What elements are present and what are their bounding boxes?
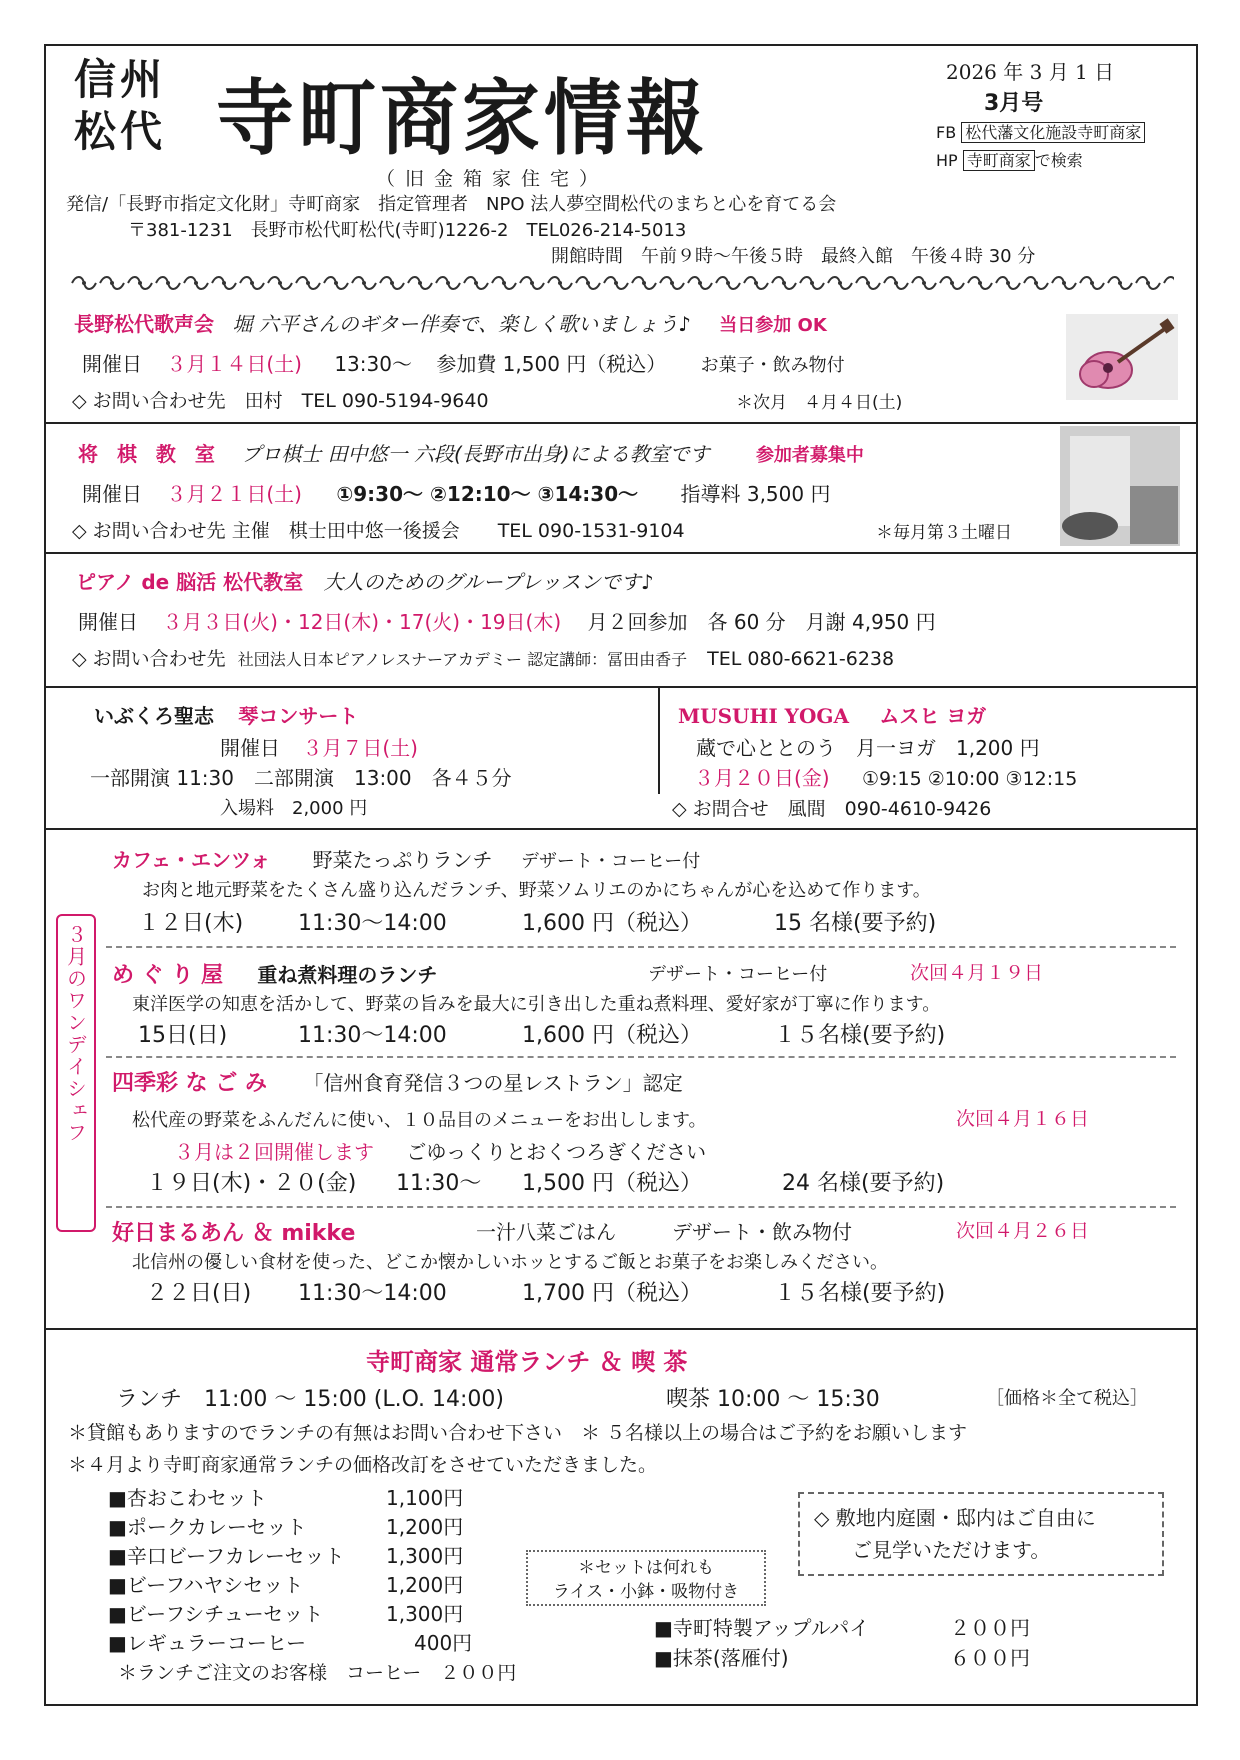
yoga-kana: ムスヒ ヨガ <box>879 704 987 728</box>
yoga-contact: ◇ お問合せ 風間 090-4610-9426 <box>672 798 992 820</box>
fb-value: 松代藩文化施設寺町商家 <box>961 122 1145 143</box>
chef-2-date: 15日(日) <box>138 1023 228 1048</box>
chef-3-price: 1,500 円（税込） <box>522 1171 702 1196</box>
yoga-date: ３月２０日(金) <box>694 766 830 790</box>
piano-contact-tel: TEL 080-6621-6238 <box>707 648 895 670</box>
chef-divider-2 <box>106 1056 1176 1058</box>
menu-item-name: ■レギュラーコーヒー <box>108 1631 307 1655</box>
chef-3-desc: 松代産の野菜をふんだんに使い、１０品目のメニューをお出しします。 <box>132 1110 707 1131</box>
chef-1-date: １２日(木) <box>138 911 244 936</box>
shogi-desc: プロ棋士 田中悠一 六段(長野市出身)による教室です <box>241 442 710 466</box>
chef-4-heading <box>112 1216 1172 1247</box>
koto-heading <box>94 700 358 729</box>
koto-date-row <box>220 732 418 761</box>
chef-4-name: 好日まるあん ＆ mikke <box>112 1221 356 1246</box>
chef-2-heading <box>112 958 1172 989</box>
issue-number: 3月号 <box>984 91 1044 116</box>
chef-2-desc: 東洋医学の知恵を活かして、野菜の旨みを最大に引き出した重ね煮料理、愛好家が丁寧に作ります。 <box>132 994 941 1015</box>
chef-4-price: 1,700 円（税込） <box>522 1281 702 1306</box>
sweets-item <box>654 1612 1054 1642</box>
menu-item <box>108 1540 508 1569</box>
menu-item-price: 1,100円 <box>386 1486 464 1510</box>
menu-item-price: 1,200円 <box>386 1515 464 1539</box>
chef-3-menu: 「信州食育発信３つの星レストラン」認定 <box>303 1071 683 1095</box>
sweets-item-name: ■寺町特製アップルパイ <box>654 1616 870 1640</box>
region-label <box>74 54 166 158</box>
page-subtitle: （旧金箱家住宅） <box>376 168 609 190</box>
singing-contact: ◇ お問い合わせ先 田村 TEL 090-5194-9640 <box>72 390 489 412</box>
menu-item <box>108 1569 508 1598</box>
chef-4-next: 次回４月２６日 <box>956 1220 1090 1242</box>
piano-title: ピアノ de 脳活 松代教室 <box>76 570 304 594</box>
shogi-heading <box>78 438 864 467</box>
yoga-heading <box>678 700 986 729</box>
oneday-side-label-box <box>56 914 96 1232</box>
chef-4-time: 11:30～14:00 <box>298 1281 447 1306</box>
chef-2-next: 次回４月１９日 <box>910 962 1044 984</box>
set-note-line-1: ＊セットは何れも <box>578 1558 714 1578</box>
menu-item-name: ■ポークカレーセット <box>108 1515 307 1539</box>
shogi-tag: 参加者募集中 <box>755 445 864 466</box>
chef-2-price: 1,600 円（税込） <box>522 1023 702 1048</box>
menu-item-name: ■辛口ビーフカレーセット <box>108 1544 345 1568</box>
chef-3-note-pink: ３月は２回開催します <box>174 1140 374 1164</box>
piano-date-label: 開催日 <box>78 610 138 634</box>
chef-4-extra: デザート・飲み物付 <box>672 1220 852 1244</box>
chef-3-time: 11:30～ <box>396 1171 482 1196</box>
piano-contact <box>72 644 894 671</box>
region-line-2: 松代 <box>74 107 167 156</box>
address-line: 〒381-1231 長野市松代町松代(寺町)1226-2 TEL026-214-5013 <box>128 220 687 241</box>
shogi-date-label: 開催日 <box>82 482 142 506</box>
chef-1-seats: 15 名様(要予約) <box>774 911 937 936</box>
hp-label: HP <box>936 151 958 170</box>
piano-contact-prefix: ◇ お問い合わせ先 <box>72 648 226 670</box>
page-title: 寺町商家情報 <box>216 72 709 167</box>
singing-heading <box>74 308 827 337</box>
divider-3 <box>46 686 1196 688</box>
chef-3-next: 次回４月１６日 <box>956 1108 1090 1130</box>
regular-note-2: ＊４月より寺町商家通常ランチの価格改訂をさせていただきました。 <box>68 1454 658 1476</box>
set-note-box <box>526 1550 766 1606</box>
yoga-desc: 蔵で心ととのう 月一ヨガ 1,200 円 <box>696 736 1040 760</box>
coffee-note: ＊ランチご注文のお客様 コーヒー ２００円 <box>118 1662 517 1684</box>
shogi-title: 将 棋 教 室 <box>78 442 221 466</box>
menu-item <box>108 1627 508 1656</box>
chef-4-date: ２２日(日) <box>146 1281 252 1306</box>
chef-3-date: １９日(木)・２０(金) <box>146 1171 357 1196</box>
garden-note-box <box>798 1492 1164 1576</box>
piano-freq: 月２回参加 各 60 分 月謝 4,950 円 <box>587 610 936 634</box>
singing-next: ＊次月 ４月４日(土) <box>736 393 903 413</box>
chef-3-seats: 24 名様(要予約) <box>782 1171 945 1196</box>
shogi-contact: ◇ お問い合わせ先 主催 棋士田中悠一後援会 TEL 090-1531-9104 <box>72 520 685 542</box>
hp-value: 寺町商家 <box>963 150 1035 171</box>
region-line-1: 信州 <box>74 55 167 104</box>
divider-2 <box>46 552 1196 554</box>
chef-1-price: 1,600 円（税込） <box>522 911 702 936</box>
chef-4-desc: 北信州の優しい食材を使った、どこか懐かしいホッとするご飯とお菓子をお楽しみください。 <box>132 1252 888 1273</box>
chef-3-name: 四季彩 な ご み <box>112 1071 267 1096</box>
shogi-fee: 指導料 3,500 円 <box>680 482 831 506</box>
menu-item-name: ■ビーフシチューセット <box>108 1602 324 1626</box>
singing-fee: 参加費 1,500 円（税込） <box>436 352 667 376</box>
piano-dates: ３月３日(火)・12日(木)・17(火)・19日(木) <box>162 610 562 634</box>
chef-3-heading <box>112 1066 1172 1097</box>
koto-date: ３月７日(土) <box>302 736 418 760</box>
chef-1-menu: 野菜たっぷりランチ <box>312 848 493 872</box>
lunch-menu-list <box>108 1482 508 1656</box>
garden-note-line-2: ご見学いただけます。 <box>852 1538 1051 1562</box>
fb-label: FB <box>936 123 957 142</box>
menu-item-price: 1,300円 <box>386 1602 464 1626</box>
singing-date: ３月１４日(土) <box>166 352 302 376</box>
singing-extra: お菓子・飲み物付 <box>700 355 845 376</box>
piano-desc: 大人のためのグループレッスンです♪ <box>323 570 654 594</box>
hp-suffix: で検索 <box>1034 151 1083 170</box>
sweets-item <box>654 1642 1054 1672</box>
chef-1-extra: デザート・コーヒー付 <box>520 851 701 872</box>
issue-date: 2026 年 3 月 1 日 <box>946 60 1115 84</box>
chef-1-name: カフェ・エンツォ <box>112 848 271 872</box>
singing-desc: 堀 六平さんのギター伴奏で、楽しく歌いましょう♪ <box>232 312 691 336</box>
koto-title: 琴コンサート <box>238 704 359 728</box>
shogi-photo <box>1060 426 1180 546</box>
regular-cafe-hours: 喫茶 10:00 ～ 15:30 <box>666 1387 880 1412</box>
regular-tax-note: ［価格＊全て税込］ <box>986 1388 1148 1409</box>
singing-schedule <box>82 348 845 377</box>
singing-title: 長野松代歌声会 <box>74 312 214 336</box>
chef-divider-3 <box>106 1206 1176 1208</box>
yoga-title: MUSUHI YOGA <box>678 704 849 728</box>
koto-date-label: 開催日 <box>220 736 280 760</box>
divider-vertical <box>658 686 660 794</box>
sweets-item-price: ２００円 <box>950 1616 1030 1640</box>
divider-1 <box>46 422 1196 424</box>
menu-item <box>108 1482 508 1511</box>
chef-divider-1 <box>106 946 1176 948</box>
chef-4-seats: １５名様(要予約) <box>774 1281 946 1306</box>
koto-shows: 一部開演 11:30 二部開演 13:00 各４５分 <box>90 766 512 790</box>
piano-schedule <box>78 606 936 635</box>
regular-lunch-hours: ランチ 11:00 ～ 15:00 (L.O. 14:00) <box>116 1387 505 1412</box>
chef-2-time: 11:30～14:00 <box>298 1023 447 1048</box>
sweets-item-price: ６００円 <box>950 1646 1030 1670</box>
regular-note-1: ＊貸館もありますのでランチの有無はお問い合わせ下さい ＊ ５名様以上の場合はご予約をお願いします <box>68 1422 968 1444</box>
chef-3-note-row <box>174 1136 706 1165</box>
menu-item <box>108 1598 508 1627</box>
koto-fee: 入場料 2,000 円 <box>220 798 368 819</box>
guitar-illustration <box>1066 314 1178 400</box>
chef-2-seats: １５名様(要予約) <box>774 1023 946 1048</box>
ornament-divider <box>70 272 1174 294</box>
shogi-date: ３月２１日(土) <box>166 482 302 506</box>
garden-note-line-1: ◇ 敷地内庭園・邸内はご自由に <box>814 1506 1096 1530</box>
sweets-list <box>654 1612 1054 1672</box>
chef-1-desc: お肉と地元野菜をたくさん盛り込んだランチ、野菜ソムリエのかにちゃんが心を込めて作ります。 <box>142 880 931 901</box>
oneday-side-label: ３月のワンデイシェフ <box>63 924 88 1144</box>
chef-1-heading <box>112 844 700 873</box>
menu-item-name: ■杏おこわセット <box>108 1486 267 1510</box>
regular-title: 寺町商家 通常ランチ ＆ 喫 茶 <box>366 1348 688 1376</box>
menu-item-price: 1,300円 <box>386 1544 464 1568</box>
chef-2-name: め ぐ り 屋 <box>112 963 223 988</box>
menu-item-price: 400円 <box>414 1631 473 1655</box>
piano-heading <box>76 566 654 595</box>
shogi-schedule <box>82 478 830 507</box>
newsletter-sheet <box>44 44 1198 1706</box>
menu-item-price: 1,200円 <box>386 1573 464 1597</box>
hours-line: 開館時間 午前９時～午後５時 最終入館 午後４時 30 分 <box>551 246 1036 267</box>
sweets-item-name: ■抹茶(落雁付) <box>654 1646 789 1670</box>
chef-2-extra: デザート・コーヒー付 <box>648 964 828 985</box>
homepage-info <box>936 148 1083 171</box>
chef-2-menu: 重ね煮料理のランチ <box>257 963 438 987</box>
facebook-info <box>936 120 1145 143</box>
chef-4-menu: 一汁八菜ごはん <box>476 1220 616 1244</box>
koto-performer: いぶくろ聖志 <box>94 704 214 728</box>
shogi-note: ＊毎月第３土曜日 <box>876 523 1012 543</box>
singing-date-label: 開催日 <box>82 352 142 376</box>
yoga-times: ①9:15 ②10:00 ③12:15 <box>861 768 1078 790</box>
divider-5 <box>46 1328 1196 1330</box>
yoga-schedule <box>694 762 1077 791</box>
shogi-times: ①9:30～ ②12:10～ ③14:30～ <box>336 482 639 506</box>
menu-item-name: ■ビーフハヤシセット <box>108 1573 304 1597</box>
menu-item <box>108 1511 508 1540</box>
chef-1-time: 11:30～14:00 <box>298 911 447 936</box>
singing-tag: 当日参加 OK <box>719 315 827 336</box>
chef-3-note: ごゆっくりとおくつろぎください <box>406 1140 707 1164</box>
set-note-line-2: ライス・小鉢・吸物付き <box>552 1582 740 1602</box>
divider-4 <box>46 828 1196 830</box>
piano-contact-org: 社団法人日本ピアノレスナーアカデミー 認定講師：冨田由香子 <box>237 650 688 669</box>
singing-time: 13:30～ <box>334 352 412 376</box>
publisher-line: 発信/「長野市指定文化財」寺町商家 指定管理者 NPO 法人夢空間松代のまちと心を育てる会 <box>66 194 837 215</box>
